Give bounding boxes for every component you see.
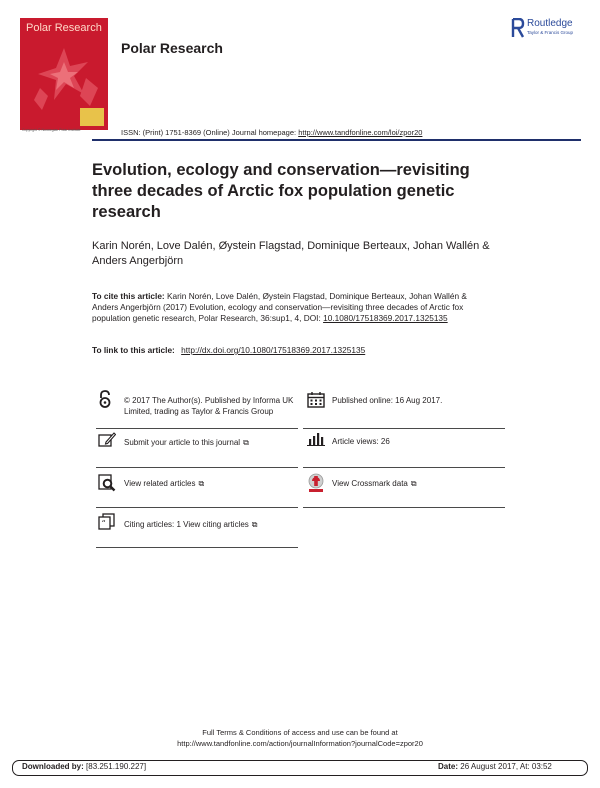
submit-article-label: Submit your article to this journal	[124, 438, 241, 447]
terms-line: Full Terms & Conditions of access and use can be found at	[202, 728, 398, 737]
downloaded-by-value: [83.251.190.227]	[86, 762, 147, 771]
crossmark-label: View Crossmark data	[332, 479, 408, 488]
crossmark-icon	[307, 473, 325, 493]
grid-divider	[303, 428, 505, 429]
publisher-logo	[511, 18, 593, 40]
license-text: © 2017 The Author(s). Published by Informa UK Limited, trading as Taylor & Francis Group	[124, 396, 294, 416]
related-articles-icon	[98, 474, 116, 492]
related-articles-label: View related articles	[124, 479, 196, 488]
header-divider	[92, 139, 581, 141]
svg-text:“: “	[101, 519, 106, 528]
cover-caption: Copyright © Norwegian Polar Institute	[22, 128, 81, 132]
open-access-icon	[98, 390, 112, 408]
downloaded-by	[22, 762, 146, 771]
related-articles-link[interactable]	[124, 479, 204, 490]
grid-divider	[303, 507, 505, 508]
journal-homepage-link[interactable]: http://www.tandfonline.com/loi/zpor20	[298, 128, 423, 137]
routledge-r-icon	[511, 18, 525, 38]
download-date-label: Date:	[438, 762, 459, 771]
external-link-icon: ⧉	[198, 479, 205, 488]
published-date: Published online: 16 Aug 2017.	[332, 396, 443, 405]
article-doi-url[interactable]: http://dx.doi.org/10.1080/17518369.2017.1325135	[181, 345, 366, 355]
citation-text: Karin Norén, Love Dalén, Øystein Flagstad, Dominique Berteaux, Johan Wallén & Anders Angerbjörn (2017) Evolution, ecology and conservation—revisiting three decades of Arctic fox population genetic research, Polar Research, 36:sup1, 4, DOI:	[92, 291, 467, 324]
citation-label: To cite this article:	[92, 291, 165, 301]
article-title: Evolution, ecology and conservation—revisiting three decades of Arctic fox population genetic research	[92, 161, 470, 221]
article-views: Article views: 26	[332, 437, 390, 446]
external-link-icon: ⧉	[243, 438, 249, 447]
bar-chart-icon	[307, 432, 325, 446]
grid-divider	[96, 547, 298, 548]
citing-articles-link[interactable]	[124, 520, 258, 531]
external-link-icon: ⧉	[251, 520, 258, 529]
terms-url[interactable]: http://www.tandfonline.com/action/journalInformation?journalCode=zpor20	[177, 739, 423, 748]
download-date	[438, 762, 552, 771]
grid-divider	[96, 428, 298, 429]
article-link-line	[92, 345, 365, 355]
grid-divider	[96, 507, 298, 508]
cover-title: Polar Research	[26, 22, 102, 34]
calendar-icon	[307, 392, 325, 408]
citing-articles-label: Citing articles: 1 View citing articles	[124, 520, 249, 529]
grid-divider	[96, 467, 298, 468]
grid-divider	[303, 467, 505, 468]
journal-name: Polar Research	[121, 40, 223, 56]
external-link-icon: ⧉	[410, 479, 417, 488]
submit-article-icon	[98, 432, 116, 447]
article-authors: Karin Norén, Love Dalén, Øystein Flagstad, Dominique Berteaux, Johan Wallén & Anders Angerbjörn	[92, 240, 490, 267]
submit-article-link[interactable]	[124, 438, 249, 449]
citing-articles-icon	[98, 513, 116, 530]
downloaded-by-label: Downloaded by:	[22, 762, 84, 771]
publisher-subtitle: Taylor & Francis Group	[527, 30, 574, 35]
link-label: To link to this article:	[92, 345, 175, 355]
publisher-name: Routledge	[527, 18, 573, 29]
cover-artwork	[20, 18, 108, 130]
issn-line	[121, 128, 422, 137]
terms-block	[0, 727, 600, 749]
issn-text: ISSN: (Print) 1751-8369 (Online) Journal homepage:	[121, 128, 297, 137]
download-date-value: 26 August 2017, At: 03:52	[460, 762, 552, 771]
journal-cover-image	[20, 18, 108, 130]
crossmark-link[interactable]	[332, 479, 417, 490]
citation-doi-link[interactable]: 10.1080/17518369.2017.1325135	[323, 313, 448, 324]
citation-block	[92, 291, 492, 325]
